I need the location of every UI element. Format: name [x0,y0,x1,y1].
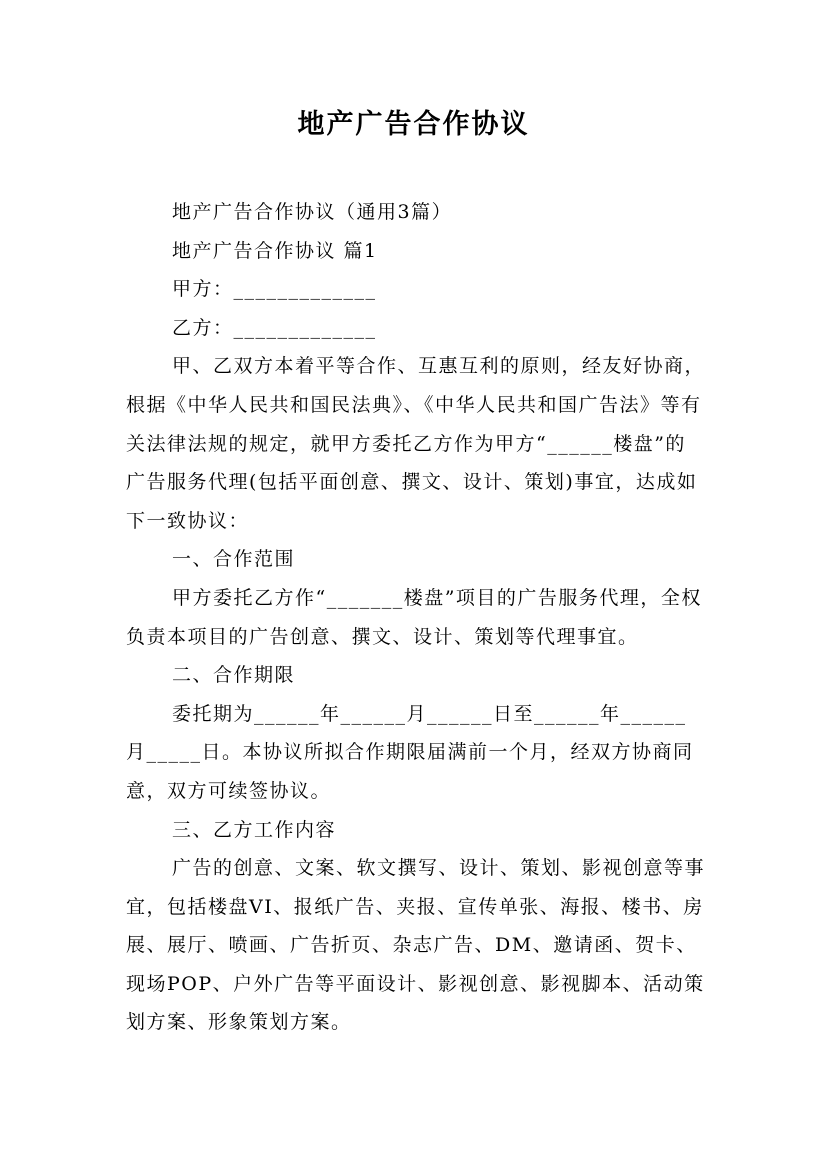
party-b-line: 乙方：_____________ [172,316,377,339]
section-heading-term: 二、合作期限 [172,664,296,687]
party-a-line: 甲方：_____________ [172,278,377,301]
paragraph-part-heading: 地产广告合作协议 篇1 [172,239,378,262]
paragraph-work: 广告的创意、文案、软文撰写、设计、策划、影视创意等事宜，包括楼盘VI、报纸广告、夹报、宣传单张、海报、楼书、房展、展厅、喷画、广告折页、杂志广告、DM、邀请函、贺卡、现场POP、户外广告等平面设计、影视创意、影视脚本、活动策划方案、形象策划方案。 [126,857,706,1034]
paragraph-subtitle: 地产广告合作协议（通用3篇） [172,201,453,223]
paragraph-preamble: 甲、乙双方本着平等合作、互惠互利的原则，经友好协商，根据《中华人民共和国民法典》、《中华人民共和国广告法》等有关法律法规的规定，就甲方委托乙方作为甲方“______楼盘”的广告服务代理(包括平面创意、撰文、设计、策划)事宜，达成如下一致协议： [126,355,706,532]
document-body [126,193,706,1042]
paragraph-scope: 甲方委托乙方作“_______楼盘”项目的广告服务代理，全权负责本项目的广告创意、撰文、设计、策划等代理事宜。 [126,586,702,648]
section-heading-work: 三、乙方工作内容 [172,818,337,841]
paragraph-term: 委托期为______年______月______日至______年______月_____日。本协议所拟合作期限届满前一个月，经双方协商同意，双方可续签协议。 [126,702,694,802]
document-title: 地产广告合作协议 [297,109,530,140]
section-heading-scope: 一、合作范围 [172,548,296,571]
